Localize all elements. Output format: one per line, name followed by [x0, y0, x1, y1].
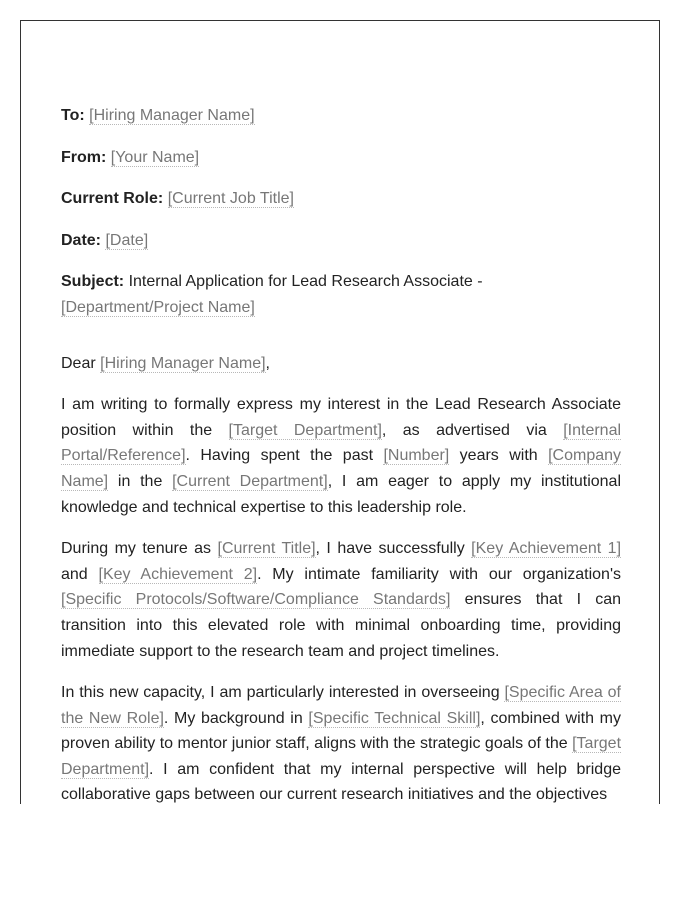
body-paragraph-1	[61, 392, 621, 520]
greeting-suffix: ,	[265, 354, 270, 372]
paragraph-text: years with	[459, 447, 538, 465]
placeholder-company-name[interactable]: [Company Name]	[61, 447, 622, 490]
letter-content	[61, 103, 621, 804]
greeting-prefix: Dear	[61, 354, 96, 372]
paragraph-text: , as advertised via	[381, 421, 547, 439]
placeholder-current-title[interactable]: [Current Title]	[217, 540, 316, 558]
placeholder-current-department[interactable]: [Current Department]	[172, 472, 328, 490]
date-value[interactable]: [Date]	[105, 231, 149, 249]
placeholder-key-achievement-2[interactable]: [Key Achievement 2]	[98, 565, 258, 583]
placeholder-key-achievement-1[interactable]: [Key Achievement 1]	[471, 540, 622, 558]
paragraph-text: . Having spent the past	[185, 447, 374, 465]
paragraph-text: in the	[117, 472, 163, 490]
paragraph-text: , combined with my proven ability to mentor junior staff, aligns with the strategic goals of the	[61, 709, 621, 753]
subject-line	[61, 269, 621, 320]
greeting-name[interactable]: [Hiring Manager Name]	[100, 354, 266, 372]
body-paragraph-3	[61, 680, 621, 804]
paragraph-text: During my tenure as	[61, 540, 212, 558]
current-role-value[interactable]: [Current Job Title]	[167, 190, 294, 208]
placeholder-specific-protocols[interactable]: [Specific Protocols/Software/Compliance Standards]	[61, 591, 451, 609]
paragraph-text: , I have successfully	[315, 540, 465, 558]
placeholder-technical-skill[interactable]: [Specific Technical Skill]	[308, 709, 481, 727]
paragraph-text: In this new capacity, I am particularly interested in overseeing	[61, 684, 500, 702]
paragraph-text: I am writing to formally express my interest in the Lead Research Associate position within the	[61, 396, 621, 439]
placeholder-target-department[interactable]: [Target Department]	[228, 421, 382, 439]
paragraph-text: . My background in	[163, 709, 303, 727]
letter-page	[20, 20, 660, 804]
current-role-line	[61, 186, 621, 212]
paragraph-text: . My intimate familiarity with our organization's	[257, 565, 621, 583]
greeting	[61, 351, 621, 377]
to-label: To:	[61, 107, 85, 124]
paragraph-text: and	[61, 565, 88, 583]
from-value[interactable]: [Your Name]	[110, 148, 200, 166]
subject-placeholder[interactable]: [Department/Project Name]	[61, 298, 255, 316]
body-paragraph-2	[61, 536, 621, 664]
from-label: From:	[61, 148, 107, 166]
paragraph-text: ensures that I can transition into this elevated role with minimal onboarding time, providing immediate support to the research team and project timelines.	[61, 591, 621, 660]
placeholder-internal-portal[interactable]: [Internal Portal/Reference]	[61, 421, 622, 465]
subject-text: Internal Application for Lead Research Associate -	[128, 273, 483, 291]
subject-label: Subject:	[61, 273, 125, 291]
paragraph-text: , I am eager to apply my institutional knowledge and technical expertise to this leadership role.	[61, 472, 622, 516]
placeholder-target-department[interactable]: [Target Department]	[61, 735, 622, 778]
paragraph-text: . I am confident that my internal perspective will help bridge collaborative gaps between our current research initiatives and the objectives	[61, 760, 621, 804]
to-value[interactable]: [Hiring Manager Name]	[89, 107, 255, 124]
to-line	[61, 103, 621, 129]
placeholder-specific-area[interactable]: [Specific Area of the New Role]	[61, 684, 621, 727]
current-role-label: Current Role:	[61, 190, 164, 208]
date-line	[61, 228, 621, 254]
date-label: Date:	[61, 231, 102, 249]
placeholder-number[interactable]: [Number]	[383, 447, 450, 465]
from-line	[61, 145, 621, 171]
